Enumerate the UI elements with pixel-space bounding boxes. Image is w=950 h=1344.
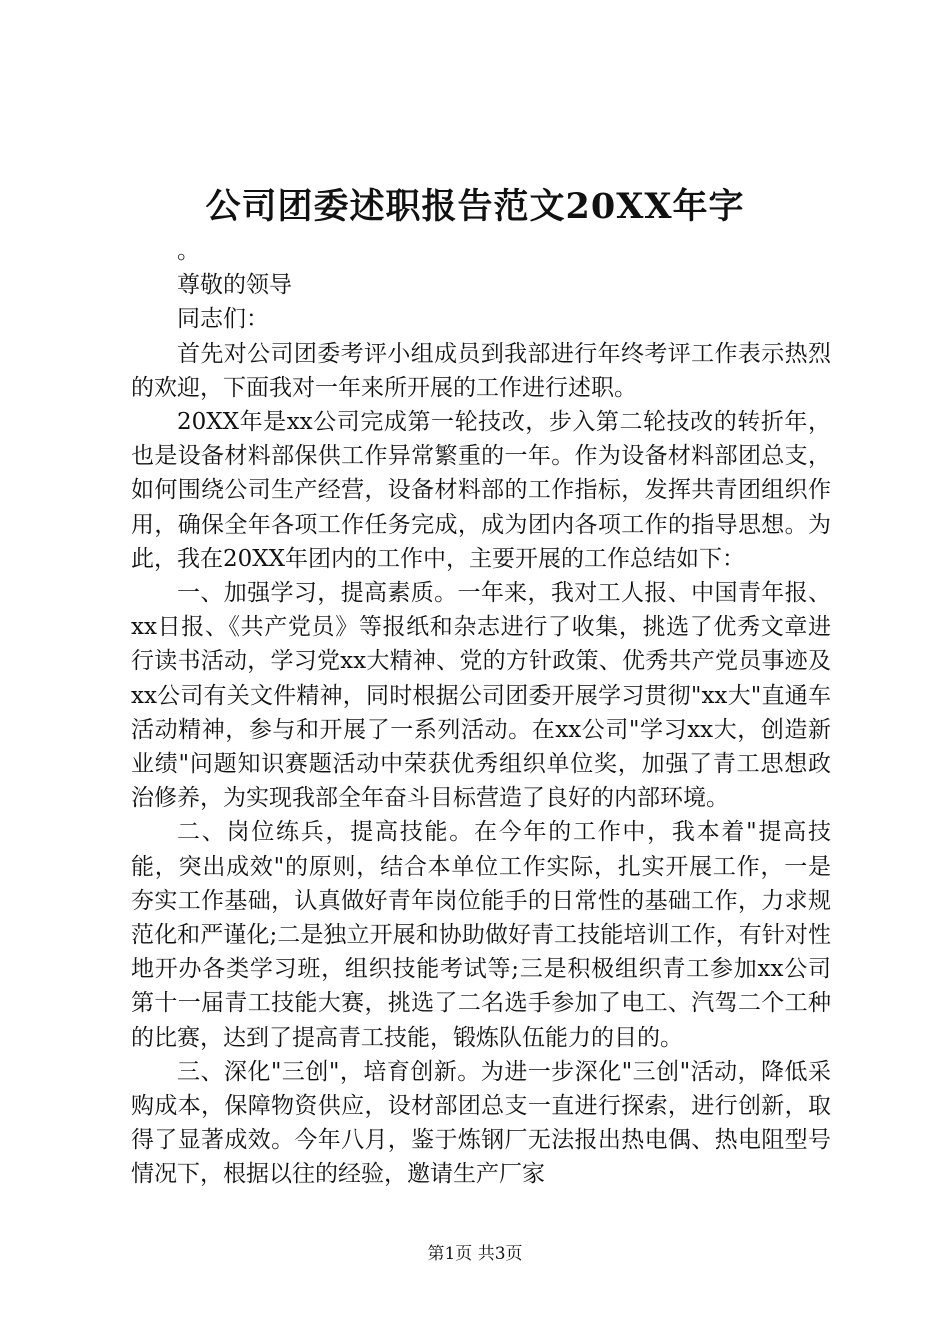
paragraph-mark: 。 xyxy=(177,238,200,264)
paragraph-section-3: 三、深化"三创"，培育创新。为进一步深化"三创"活动，降低采购成本，保障物资供应，设材部团总支一直进行探索，进行创新，取得了显著成效。今年八月，鉴于炼钢厂无法报出热电偶、热电阻型号情况下，根据以往的经验，邀请生产厂家 xyxy=(131,1058,831,1188)
page-number: 第1页 共3页 xyxy=(427,1244,523,1264)
paragraph-intro: 首先对公司团委考评小组成员到我部进行年终考评工作表示热烈的欢迎，下面我对一年来所开展的工作进行述职。 xyxy=(131,340,831,401)
salutation-leaders: 尊敬的领导 xyxy=(177,272,292,299)
paragraph-section-2: 二、岗位练兵，提高技能。在今年的工作中，我本着"提高技能，突出成效"的原则，结合本单位工作实际，扎实开展工作，一是夯实工作基础，认真做好青年岗位能手的日常性的基础工作，力求规范化和严谨化;二是独立开展和协助做好青工技能培训工作，有针对性地开办各类学习班，组织技能考试等;三是积极组织青工参加xx公司第十一届青工技能大赛，挑选了二名选手参加了电工、汽驾二个工种的比赛，达到了提高青工技能，锻炼队伍能力的目的。 xyxy=(131,819,831,1051)
paragraph-section-1: 一、加强学习，提高素质。一年来，我对工人报、中国青年报、xx日报、《共产党员》等报纸和杂志进行了收集，挑选了优秀文章进行读书活动，学习党xx大精神、党的方针政策、优秀共产党员事迹及xx公司有关文件精神，同时根据公司团委开展学习贯彻"xx大"直通车活动精神，参与和开展了一系列活动。在xx公司"学习xx大，创造新业绩"问题知识赛题活动中荣获优秀组织单位奖，加强了青工思想政治修养，为实现我部全年奋斗目标营造了良好的内部环境。 xyxy=(131,580,831,812)
paragraph-overview: 20XX年是xx公司完成第一轮技改，步入第二轮技改的转折年，也是设备材料部保供工作异常繁重的一年。作为设备材料部团总支，如何围绕公司生产经营，设备材料部的工作指标，发挥共青团组织作用，确保全年各项工作任务完成，成为团内各项工作的指导思想。为此，我在20XX年团内的工作中，主要开展的工作总结如下： xyxy=(131,409,831,572)
document-body xyxy=(131,234,831,1192)
salutation-comrades: 同志们： xyxy=(177,306,269,333)
document-title: 公司团委述职报告范文20XX年字 xyxy=(205,186,745,227)
